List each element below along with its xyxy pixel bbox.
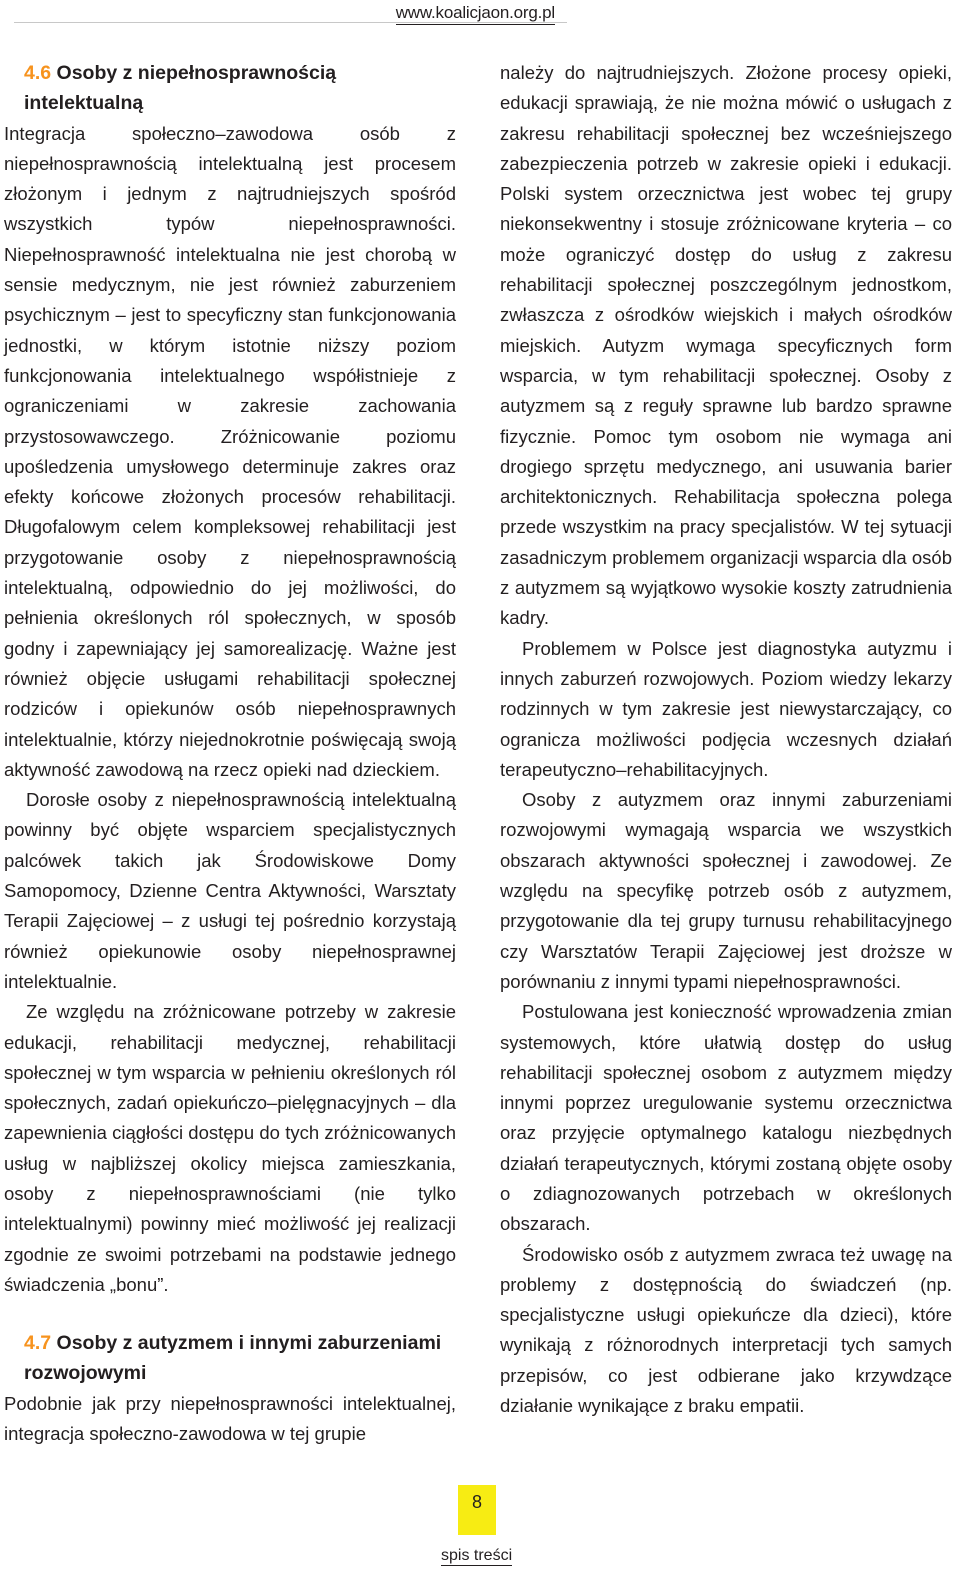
body-paragraph: należy do najtrudniejszych. Złożone procesy opieki, edukacji sprawiają, że nie można mówić o usługach z zakresu rehabilitacji społecznej bez wcześniejszego zabezpieczenia potrzeb w zakresie opieki i edukacji. Polski system orzecznictwa jest wobec tej grupy niekonsekwentny i stosuje zróżnicowane kryteria – co może ograniczyć dostęp do usług z zakresu rehabilitacji społecznej poszczególnym jednostkom, zwłaszcza z ośrodków wiejskich i małych ośrodków miejskich. Autyzm wymaga specyficznych form wsparcia, w tym rehabilitacji społecznej. Osoby z autyzmem są z reguły sprawne lub bardzo sprawne fizycznie. Pomoc tym osobom nie wymaga ani drogiego sprzętu medycznego, ani usuwania barier architektonicznych. Rehabilitacja społeczna polega przede wszystkim na pracy specjalistów. W tej sytuacji zasadniczym problemem organizacji wsparcia dla osób z autyzmem są wyjątkowo wysokie koszty zatrudnienia kadry. [500, 62, 952, 629]
section-gap [4, 1300, 456, 1328]
page-number-badge: 8 [458, 1485, 496, 1535]
section-title: Osoby z niepełnosprawnością intelektualną [24, 62, 337, 115]
body-paragraph: Dorosłe osoby z niepełnosprawnością intelektualną powinny być objęte wsparciem specjalistycznych palcówek takich jak Środowiskowe Domy Samopomocy, Dzienne Centra Aktywności, Warsztaty Terapii Zajęciowej – z usługi tej pośrednio korzystają również opiekunowie osoby niepełnosprawnej intelektualnie. [4, 789, 456, 992]
body-paragraph: Środowisko osób z autyzmem zwraca też uwagę na problemy z dostępnością do świadczeń (np. specjalistyczne usługi opiekuńcze dla dzieci), które wynikają z różnorodnych interpretacji tych samych przepisów, co jest odbierane jako krzywdzące działanie wynikające z braku empatii. [500, 1243, 952, 1417]
section-4-6-heading [4, 58, 456, 119]
body-paragraph: Ze względu na zróżnicowane potrzeby w zakresie edukacji, rehabilitacji medycznej, rehabilitacji społecznej w tym wsparcia w pełnieniu określonych ról społecznych, zadań opiekuńczo–pielęgnacyjnych – dla zapewnienia ciągłości dostępu do tych zróżnicowanych usług w najbliższej okolicy miejsca zamieszkania, osoby z niepełnosprawnościami (nie tylko intelektualnymi) powinny mieć możliwość jej realizacji zgodnie ze swoimi potrzebami na podstawie jednego świadczenia „bonu”. [4, 1001, 456, 1295]
section-4-7-heading [4, 1328, 456, 1389]
site-url-link[interactable]: www.koalicjaon.org.pl [396, 3, 555, 25]
body-paragraph: Postulowana jest konieczność wprowadzenia zmian systemowych, które ułatwią dostęp do usług rehabilitacji społecznej osobom z autyzmem między innymi poprzez uregulowanie systemu orzecznictwa oraz przyjęcie optymalnego katalogu niezbędnych działań terapeutycznych, którymi zostaną objęte osoby o zdiagnozowanych potrzebach w określonych obszarach. [500, 1001, 952, 1235]
body-paragraph: Osoby z autyzmem oraz innymi zaburzeniami rozwojowymi wymagają wsparcia we wszystkich obszarach aktywności społecznej i zawodowej. Ze względu na specyfikę potrzeb osób z autyzmem, przygotowanie dla tej grupy turnusu rehabilitacyjnego czy Warsztatów Terapii Zajęciowej jest droższe w porównaniu z innymi typami niepełnosprawności. [500, 789, 952, 992]
section-number: 4.7 [24, 1332, 52, 1355]
body-paragraph: Podobnie jak przy niepełnosprawności intelektualnej, integracja społeczno-zawodowa w tej grupie [4, 1392, 456, 1445]
header-divider [14, 22, 567, 23]
table-of-contents-link[interactable]: spis treści [441, 1547, 513, 1564]
section-number: 4.6 [24, 62, 52, 84]
section-title: Osoby z autyzmem i innymi zaburzeniami rozwojowymi [24, 1332, 442, 1385]
left-column [4, 58, 456, 1449]
body-paragraph: Problemem w Polsce jest diagnostyka autyzmu i innych zaburzeń rozwojowych. Poziom wiedzy lekarzy rodzinnych w tym zakresie jest niewystarczający, co ogranicza możliwości podjęcia wczesnych działań terapeutyczno–rehabilitacyjnych. [500, 637, 952, 780]
body-paragraph: Integracja społeczno–zawodowa osób z niepełnosprawnością intelektualną jest procesem złożonym i jednym z najtrudniejszych spośród wszystkich typów niepełnosprawności. Niepełnosprawność intelektualna nie jest chorobą w sensie medycznym, nie jest również zaburzeniem psychicznym – jest to specyficzny stan funkcjonowania jednostki, w którym istotnie niższy poziom funkcjonowania intelektualnego współistnieje z ograniczeniami w zakresie zachowania przystosowawczego. Zróżnicowanie poziomu upośledzenia umysłowego determinuje zakres oraz efekty końcowe złożonych procesów rehabilitacji. Długofalowym celem kompleksowej rehabilitacji jest przygotowanie osoby z niepełnosprawnością intelektualną, odpowiednio do jej możliwości, do pełnienia określonych ról społecznych, w sposób godny i zapewniający jej samorealizację. Ważne jest również objęcie usługami rehabilitacji społecznej rodziców i opiekunów osób niepełnosprawnych intelektualnie, którzy niejednokrotnie poświęcają swoją aktywność zawodową na rzecz opieki nad dzieckiem. [4, 122, 456, 780]
right-column [500, 58, 952, 1421]
